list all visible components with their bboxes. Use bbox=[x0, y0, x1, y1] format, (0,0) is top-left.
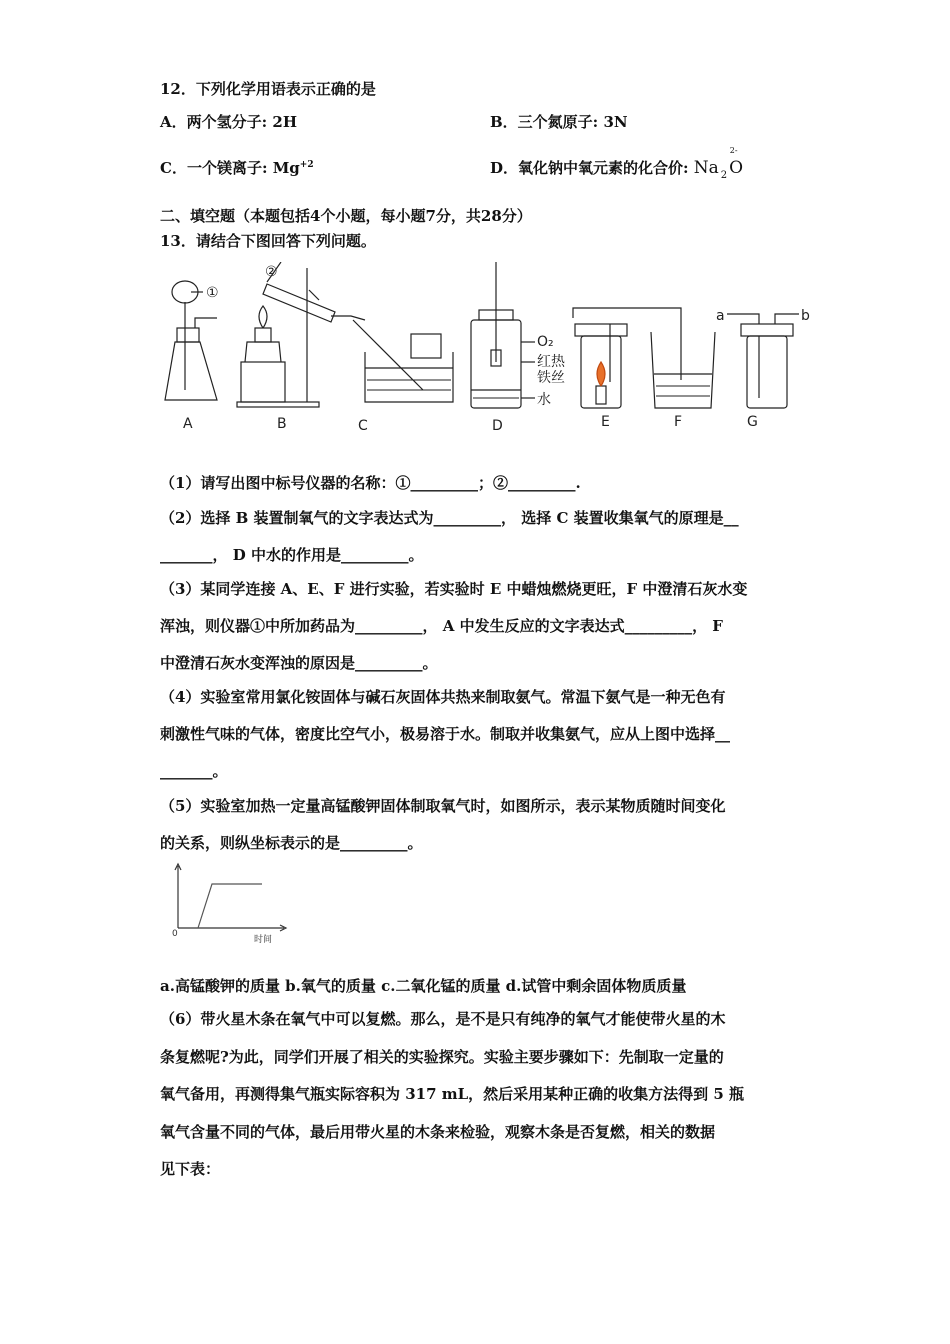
q13-6-line-3: 氧气备用，再测得集气瓶实际容积为 317 mL，然后采用某种正确的收集方法得到 5 瓶 bbox=[160, 1085, 745, 1103]
q13-line-6: 中澄清石灰水变浑浊的原因是_________。 bbox=[160, 654, 438, 672]
o2-label: O₂ bbox=[537, 334, 554, 350]
water-label: 水 bbox=[537, 392, 551, 408]
q13-line-8: 刺激性气味的气体，密度比空气小，极易溶于水。制取并收集氨气，应从上图中选择__ bbox=[160, 725, 731, 743]
tube-b bbox=[775, 314, 799, 324]
apparatus-label-c: C bbox=[358, 418, 368, 432]
formula-subscript: 2 bbox=[720, 170, 728, 181]
port-a-label: a bbox=[716, 308, 725, 324]
formula-na: Na bbox=[693, 158, 719, 178]
q13-line-7: （4）实验室常用氯化铵固体与碱石灰固体共热来制取氨气。常温下氨气是一种无色有 bbox=[160, 688, 726, 706]
time-graph bbox=[170, 862, 290, 946]
red-hot-label: 红热 bbox=[537, 354, 565, 370]
connecting-tube bbox=[573, 308, 681, 380]
apparatus-label-e: E bbox=[601, 414, 610, 430]
option-d-text: D．氧化钠中氧元素的化合价: bbox=[490, 159, 689, 177]
apparatus-figure bbox=[155, 262, 825, 432]
beaker-f bbox=[651, 332, 715, 408]
port-b-label: b bbox=[801, 308, 810, 324]
iron-wire-label: 铁丝 bbox=[537, 370, 565, 386]
apparatus-label-d: D bbox=[492, 418, 503, 432]
q13-6-line-2: 条复燃呢?为此，同学们开展了相关的实验探究。实验主要步骤如下：先制取一定量的 bbox=[160, 1048, 724, 1066]
test-tube-b bbox=[263, 284, 335, 322]
question-13-stem: 13．请结合下图回答下列问题。 bbox=[160, 232, 376, 250]
question-12-stem: 12．下列化学用语表示正确的是 bbox=[160, 80, 376, 98]
q13-line-3: _______， D 中水的作用是_________。 bbox=[160, 546, 424, 564]
stand-base bbox=[237, 402, 319, 407]
graph-x-label: 时间 bbox=[254, 935, 273, 945]
sodium-oxide-formula bbox=[693, 146, 744, 181]
graph-origin: 0 bbox=[172, 929, 178, 939]
flask-a bbox=[165, 342, 217, 400]
q13-6-line-5: 见下表： bbox=[160, 1160, 221, 1178]
apparatus-label-b: B bbox=[277, 416, 287, 432]
bottle-g bbox=[747, 336, 787, 408]
q13-line-10: （5）实验室加热一定量高锰酸钾固体制取氧气时，如图所示，表示某物质随时间变化 bbox=[160, 797, 726, 815]
outlet-tube-a bbox=[195, 318, 217, 328]
flame-b bbox=[259, 306, 267, 328]
graph-curve bbox=[198, 884, 262, 928]
water-trough bbox=[365, 352, 453, 402]
option-d bbox=[490, 146, 744, 181]
q13-line-2: （2）选择 B 装置制氧气的文字表达式为_________， 选择 C 装置收集氧气的原理是__ bbox=[160, 509, 739, 527]
option-a: A．两个氢分子: 2H bbox=[160, 113, 298, 131]
option-c-text: C．一个镁离子: Mg bbox=[160, 159, 300, 177]
flame-e bbox=[597, 362, 605, 386]
q13-line-1: （1）请写出图中标号仪器的名称：①_________；②_________. bbox=[160, 474, 581, 492]
formula-o: O bbox=[729, 158, 744, 178]
wood-block bbox=[241, 362, 285, 402]
q13-6-line-4: 氧气含量不同的气体，最后用带火星的木条来检验，观察木条是否复燃，相关的数据 bbox=[160, 1123, 716, 1141]
q13-line-5: 浑浊，则仪器①中所加药品为_________， A 中发生反应的文字表达式_________， F bbox=[160, 617, 723, 635]
q13-6-line-1: （6）带火星木条在氧气中可以复燃。那么，是不是只有纯净的氧气才能使带火星的木 bbox=[160, 1010, 726, 1028]
q13-line-4: （3）某同学连接 A、E、F 进行实验，若实验时 E 中蜡烛燃烧更旺，F 中澄清石灰水变 bbox=[160, 580, 748, 598]
option-b: B．三个氮原子: 3N bbox=[490, 113, 628, 131]
alcohol-lamp bbox=[245, 342, 281, 362]
option-c-charge: +2 bbox=[299, 160, 314, 170]
option-c bbox=[160, 157, 314, 178]
stopper-a bbox=[177, 328, 199, 342]
q13-line-9: _______。 bbox=[160, 762, 228, 780]
candle bbox=[596, 386, 606, 404]
delivery-tube-b bbox=[331, 316, 365, 320]
tube-a bbox=[727, 314, 759, 324]
section-title: 二、填空题（本题包括4个小题，每小题7分，共28分） bbox=[160, 207, 532, 225]
formula-valence: 2- bbox=[729, 146, 738, 155]
q13-choices: a.高锰酸钾的质量 b.氧气的质量 c.二氧化锰的质量 d.试管中剩余固体物质质量 bbox=[160, 977, 687, 995]
apparatus-label-f: F bbox=[674, 414, 683, 430]
apparatus-label-g: G bbox=[747, 414, 758, 430]
apparatus-label-a: A bbox=[183, 416, 193, 432]
collection-bottle bbox=[411, 334, 441, 358]
mark-1-label: ① bbox=[206, 285, 219, 301]
q13-line-11: 的关系，则纵坐标表示的是_________。 bbox=[160, 834, 423, 852]
mark-2-label: ② bbox=[265, 264, 278, 280]
